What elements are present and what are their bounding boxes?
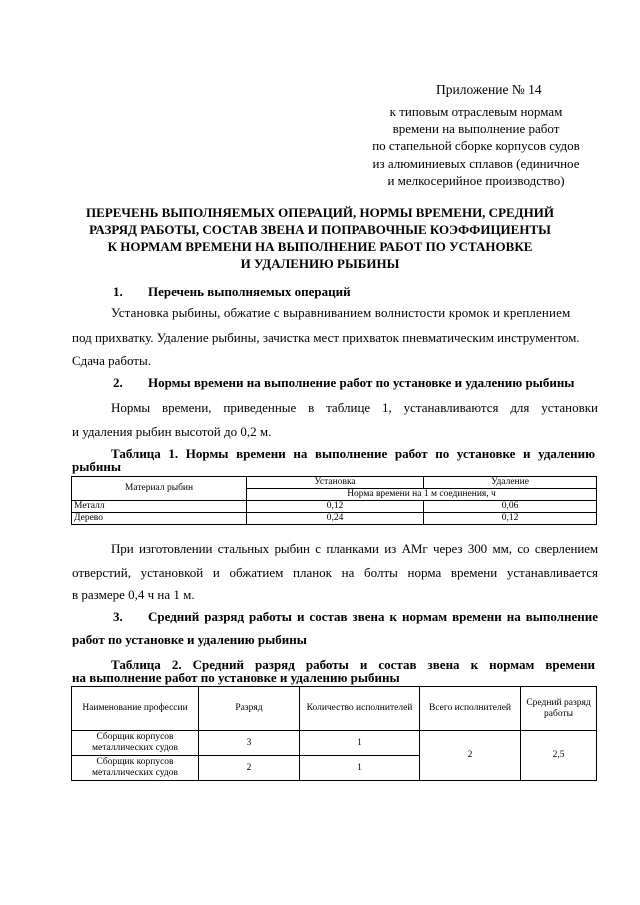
table1-caption: Таблица 1. Нормы времени на выполнение работ по установке и удалению [111,446,595,461]
table2-header-workers: Количество исполнителей [300,687,420,731]
table1 [71,476,597,525]
table1-cell-remove: 0,06 [424,501,597,513]
table2-cell-avg-grade: 2,5 [521,731,597,781]
document-title-line: РАЗРЯД РАБОТЫ, СОСТАВ ЗВЕНА И ПОПРАВОЧНЫЕ КОЭФФИЦИЕНТЫ [89,222,551,237]
table1-cell-install: 0,24 [247,513,424,525]
section3-title: Средний разряд работы и состав звена к нормам времени на выполнение [148,609,598,624]
appendix-subtitle-line: к типовым отраслевым нормам [389,104,563,119]
appendix-subtitle-line: из алюминиевых сплавов (единичное [372,155,580,171]
note-line: При изготовлении стальных рыбин с планками из АМг через 300 мм, со сверлением [111,541,598,556]
section1-line: под прихватку. Удаление рыбины, зачистка мест прихваток пневматическим инструментом. [72,330,580,345]
table2-cell-workers: 1 [300,731,420,756]
table2-header-total: Всего исполнителей [420,687,521,731]
note-line: в размере 0,4 ч на 1 м. [72,587,195,602]
section3-title-cont: работ по установке и удалению рыбины [72,632,307,647]
table2-cell-total: 2 [420,731,521,781]
section2-number: 2. [113,375,123,390]
note-line: отверстий, установкой и обжатием планок на болты норма времени устанавливается [72,565,598,580]
document-title-line: ПЕРЕЧЕНЬ ВЫПОЛНЯЕМЫХ ОПЕРАЦИЙ, НОРМЫ ВРЕМЕНИ, СРЕДНИЙ [86,205,554,220]
table2-cell-profession: Сборщик корпусов металлических судов [72,731,199,756]
table1-cell-material: Металл [72,501,247,513]
document-title-line: К НОРМАМ ВРЕМЕНИ НА ВЫПОЛНЕНИЕ РАБОТ ПО УСТАНОВКЕ [107,239,533,254]
table2-caption-cont: на выполнение работ по установке и удалению рыбины [72,670,400,685]
table2-cell-grade: 3 [199,731,300,756]
table2-header-profession: Наименование профессии [72,687,199,731]
table-row [72,731,597,756]
section2-line: и удаления рыбин высотой до 0,2 м. [72,424,272,439]
table2-cell-profession: Сборщик корпусов металлических судов [72,756,199,781]
table1-header-material: Материал рыбин [72,477,247,501]
appendix-subtitle-line: и мелкосерийное производство) [387,172,565,188]
section1-line: Установка рыбины, обжатие с выравниванием волнистости кромок и креплением [111,305,571,320]
table2-header-avg-grade: Средний разряд работы [521,687,597,731]
table2 [71,686,597,781]
table1-cell-material: Дерево [72,513,247,525]
table-row [72,513,597,525]
section2-line: Нормы времени, приведенные в таблице 1, устанавливаются для установки [111,400,598,415]
table2-caption: Таблица 2. Средний разряд работы и состав звена к нормам времени [111,657,595,672]
section1-title: Перечень выполняемых операций [148,284,351,299]
table1-header-remove: Удаление [424,477,597,489]
table-row [72,501,597,513]
document-title-line: И УДАЛЕНИЮ РЫБИНЫ [240,256,400,271]
table2-cell-grade: 2 [199,756,300,781]
table1-caption-cont: рыбины [72,459,122,474]
section2-title: Нормы времени на выполнение работ по установке и удалению рыбины [148,375,575,390]
table1-header-install: Установка [247,477,424,489]
table1-header-norm: Норма времени на 1 м соединения, ч [247,489,597,501]
table1-cell-install: 0,12 [247,501,424,513]
appendix-subtitle-line: по стапельной сборке корпусов судов [372,138,580,154]
section3-number: 3. [113,609,123,624]
table1-cell-remove: 0,12 [424,513,597,525]
document-title [70,204,570,272]
table2-header-grade: Разряд [199,687,300,731]
appendix-title: Приложение № 14 [436,82,542,97]
section1-number: 1. [113,284,123,299]
appendix-subtitle [352,103,600,189]
section1-line: Сдача работы. [72,353,151,368]
table2-cell-workers: 1 [300,756,420,781]
appendix-subtitle-line: времени на выполнение работ [392,121,560,137]
